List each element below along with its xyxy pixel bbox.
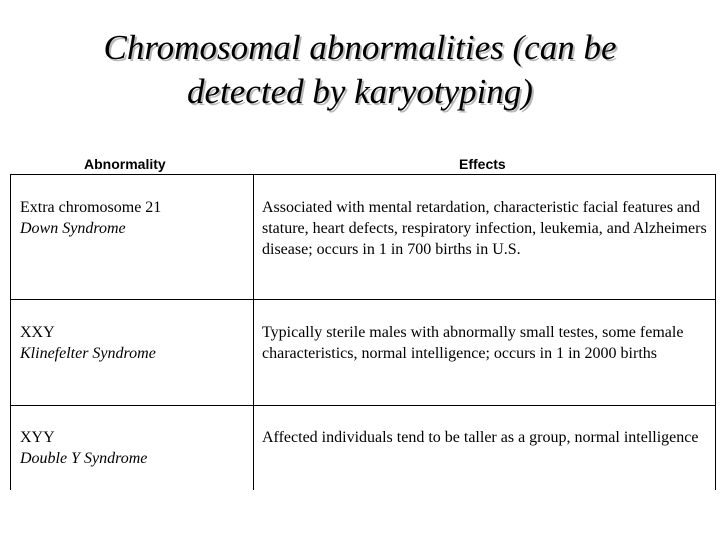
- column-header-effects: Effects: [459, 156, 506, 172]
- column-divider: [253, 174, 254, 490]
- syndrome-name: Klinefelter Syndrome: [20, 345, 156, 362]
- slide-title-line-2: detected by karyotyping): [187, 72, 533, 111]
- slide-title: [0, 26, 720, 114]
- table-border-top: [10, 174, 716, 175]
- table-row-abnormality: [20, 322, 245, 364]
- table-row-effects: Typically sterile males with abnormally small testes, some female characteristics, normal intelligence; occurs in 1 in 2000 births: [262, 324, 684, 362]
- table-row-abnormality: [20, 427, 245, 469]
- slide-title-line-1: Chromosomal abnormalities (can be: [103, 28, 617, 67]
- table-row-effects: Affected individuals tend to be taller as a group, normal intelligence: [262, 429, 699, 446]
- abnormality-name: Extra chromosome 21: [20, 199, 162, 216]
- abnormality-name: XYY: [20, 429, 55, 446]
- table-row-abnormality: [20, 197, 245, 239]
- abnormality-name: XXY: [20, 324, 55, 341]
- table-border-right: [715, 174, 716, 490]
- row-divider: [10, 405, 716, 406]
- syndrome-name: Double Y Syndrome: [20, 450, 148, 467]
- abnormalities-table: [10, 174, 716, 490]
- table-border-left: [10, 174, 11, 490]
- table-row-effects: Associated with mental retardation, characteristic facial features and stature, heart defects, respiratory infection, leukemia, and Alzheimers disease; occurs in 1 in 700 births in U.S.: [262, 199, 707, 258]
- column-header-abnormality: Abnormality: [84, 156, 166, 172]
- row-divider: [10, 299, 716, 300]
- syndrome-name: Down Syndrome: [20, 220, 126, 237]
